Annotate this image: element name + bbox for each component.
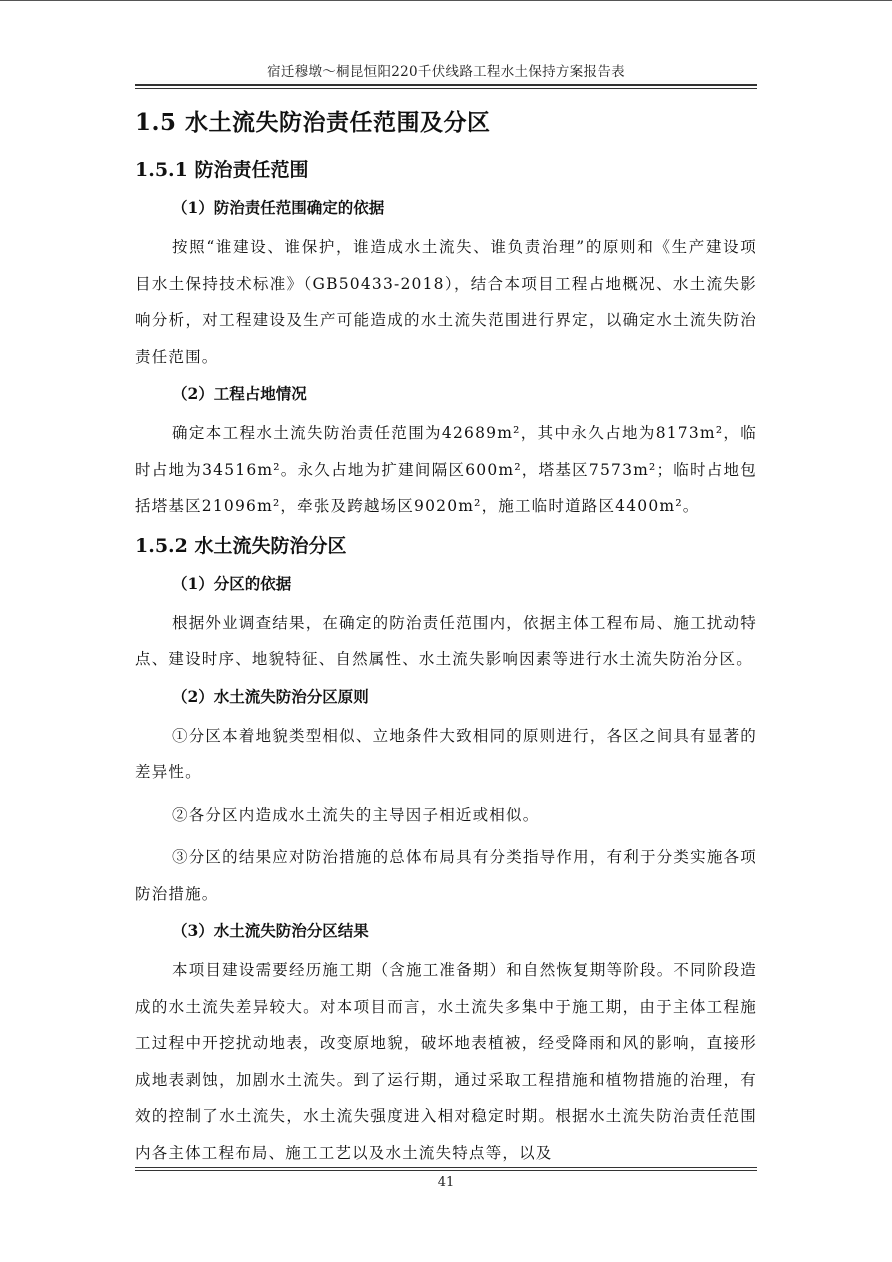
heading-zoning-principle: （2）水土流失防治分区原则 [172, 686, 369, 706]
heading-zoning-result: （3）水土流失防治分区结果 [172, 921, 369, 940]
heading-zoning-basis: （1）分区的依据 [172, 573, 292, 593]
subsection-title-responsibility-scope: 1.5.1 防治责任范围 [135, 159, 309, 181]
document-body [135, 105, 757, 1177]
section-title: 1.5 水土流失防治责任范围及分区 [135, 109, 491, 136]
page-number: 41 [437, 1175, 455, 1190]
footer-divider [135, 1167, 757, 1171]
paragraph-principle-3: ③分区的结果应对防治措施的总体布局具有分类指导作用，有利于分类实施各项防治措施。 [135, 848, 757, 903]
heading-land-occupation: （2）工程占地情况 [172, 384, 307, 403]
paragraph-principle-1: ①分区本着地貌类型相似、立地条件大致相同的原则进行，各区之间具有显著的差异性。 [135, 726, 757, 781]
paragraph-zoning-result: 本项目建设需要经历施工期（含施工准备期）和自然恢复期等阶段。不同阶段造成的水土流失差异较大。对本项目而言，水土流失多集中于施工期，由于主体工程施工过程中开挖扰动地表，改变原地貌，破坏地表植被，经受降雨和风的影响，直接形成地表剥蚀，加剧水土流失。到了运行期，通过采取工程措施和植物措施的治理，有效的控制了水土流失，水土流失强度进入相对稳定时期。根据水土流失防治责任范围内各主体工程布局、施工工艺以及水土流失特点等，以及 [135, 961, 757, 1162]
heading-scope-basis: （1）防治责任范围确定的依据 [172, 198, 385, 217]
running-header: 宿迁穆墩～桐昆恒阳220千伏线路工程水土保持方案报告表 [267, 64, 625, 80]
paragraph-scope-basis: 按照“谁建设、谁保护，谁造成水土流失、谁负责治理”的原则和《生产建设项目水土保持技术标准》（GB50433-2018），结合本项目工程占地概况、水土流失影响分析，对工程建设及生产可能造成的水土流失范围进行界定，以确定水土流失防治责任范围。 [135, 238, 757, 366]
paragraph-zoning-basis: 根据外业调查结果，在确定的防治责任范围内，依据主体工程布局、施工扰动特点、建设时序、地貌特征、自然属性、水土流失影响因素等进行水土流失防治分区。 [135, 613, 757, 668]
paragraph-principle-2: ②各分区内造成水土流失的主导因子相近或相似。 [172, 805, 540, 824]
subsection-title-zoning: 1.5.2 水土流失防治分区 [135, 534, 347, 557]
header-divider [135, 84, 757, 89]
paragraph-land-occupation: 确定本工程水土流失防治责任范围为42689m²，其中永久占地为8173m²，临时占地为34516m²。永久占地为扩建间隔区600m²，塔基区7573m²；临时占地包括塔基区21096m²，牵张及跨越场区9020m²，施工临时道路区4400m²。 [135, 424, 757, 515]
